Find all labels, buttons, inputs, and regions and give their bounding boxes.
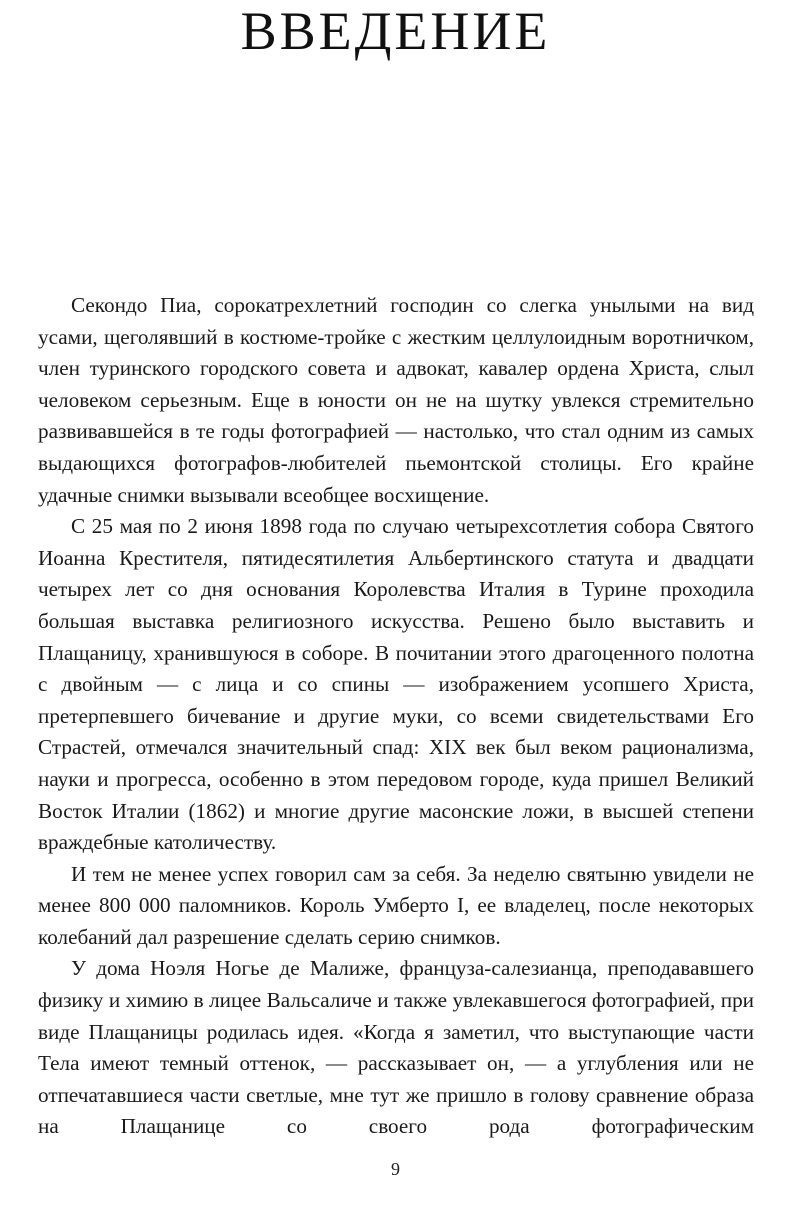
paragraph: И тем не менее успех говорил сам за себя. За неделю святыню увидели не менее 800 000 паломников. Король Умберто I, ее владелец, после некоторых колебаний дал разрешение сделать серию снимков. [38, 861, 754, 949]
page-number: 9 [391, 1159, 400, 1179]
paragraph: У дома Ноэля Ногье де Малиже, француза-салезианца, преподававшего физику и химию в лицее Вальсаличе и также увлекавшегося фотографией, при виде Плащаницы родилась идея. «Когда я заметил, что выступающие части Тела имеют темный оттенок, — рассказывает он, — а углубления или не отпечатавшиеся части светлые, мне тут же пришло в голову сравнение образа на Плащанице со своего рода фотографическим [38, 956, 754, 1139]
chapter-title: ВВЕДЕНИЕ [240, 1, 551, 61]
paragraph: Секондо Пиа, сорокатрехлетний господин со слегка унылыми на вид усами, щеголявший в костюме-тройке с жестким целлулоидным воротничком, член туринского городского совета и адвокат, кавалер ордена Христа, слыл человеком серьезным. Еще в юности он не на шутку увлекся стремительно развивавшейся в те годы фотографией — настолько, что стал одним из самых выдающихся фотографов-любителей пьемонтской столицы. Его крайне удачные снимки вызывали всеобщее восхищение. [38, 293, 754, 507]
body-text [38, 290, 754, 1143]
paragraph: С 25 мая по 2 июня 1898 года по случаю четырехсотлетия собора Святого Иоанна Крестителя, пятидесятилетия Альбертинского статута и двадцати четырех лет со дня основания Королевства Италия в Турине проходила большая выставка религиозного искусства. Решено было выставить и Плащаницу, хранившуюся в соборе. В почитании этого драгоценного полотна с двойным — с лица и со спины — изображением усопшего Христа, претерпевшего бичевание и другие муки, со всеми свидетельствами Его Страстей, отмечался значительный спад: XIX век был веком рационализма, науки и прогресса, особенно в этом передовом городе, куда пришел Великий Восток Италии (1862) и многие другие масонские ложи, в высшей степени враждебные католичеству. [38, 514, 754, 855]
